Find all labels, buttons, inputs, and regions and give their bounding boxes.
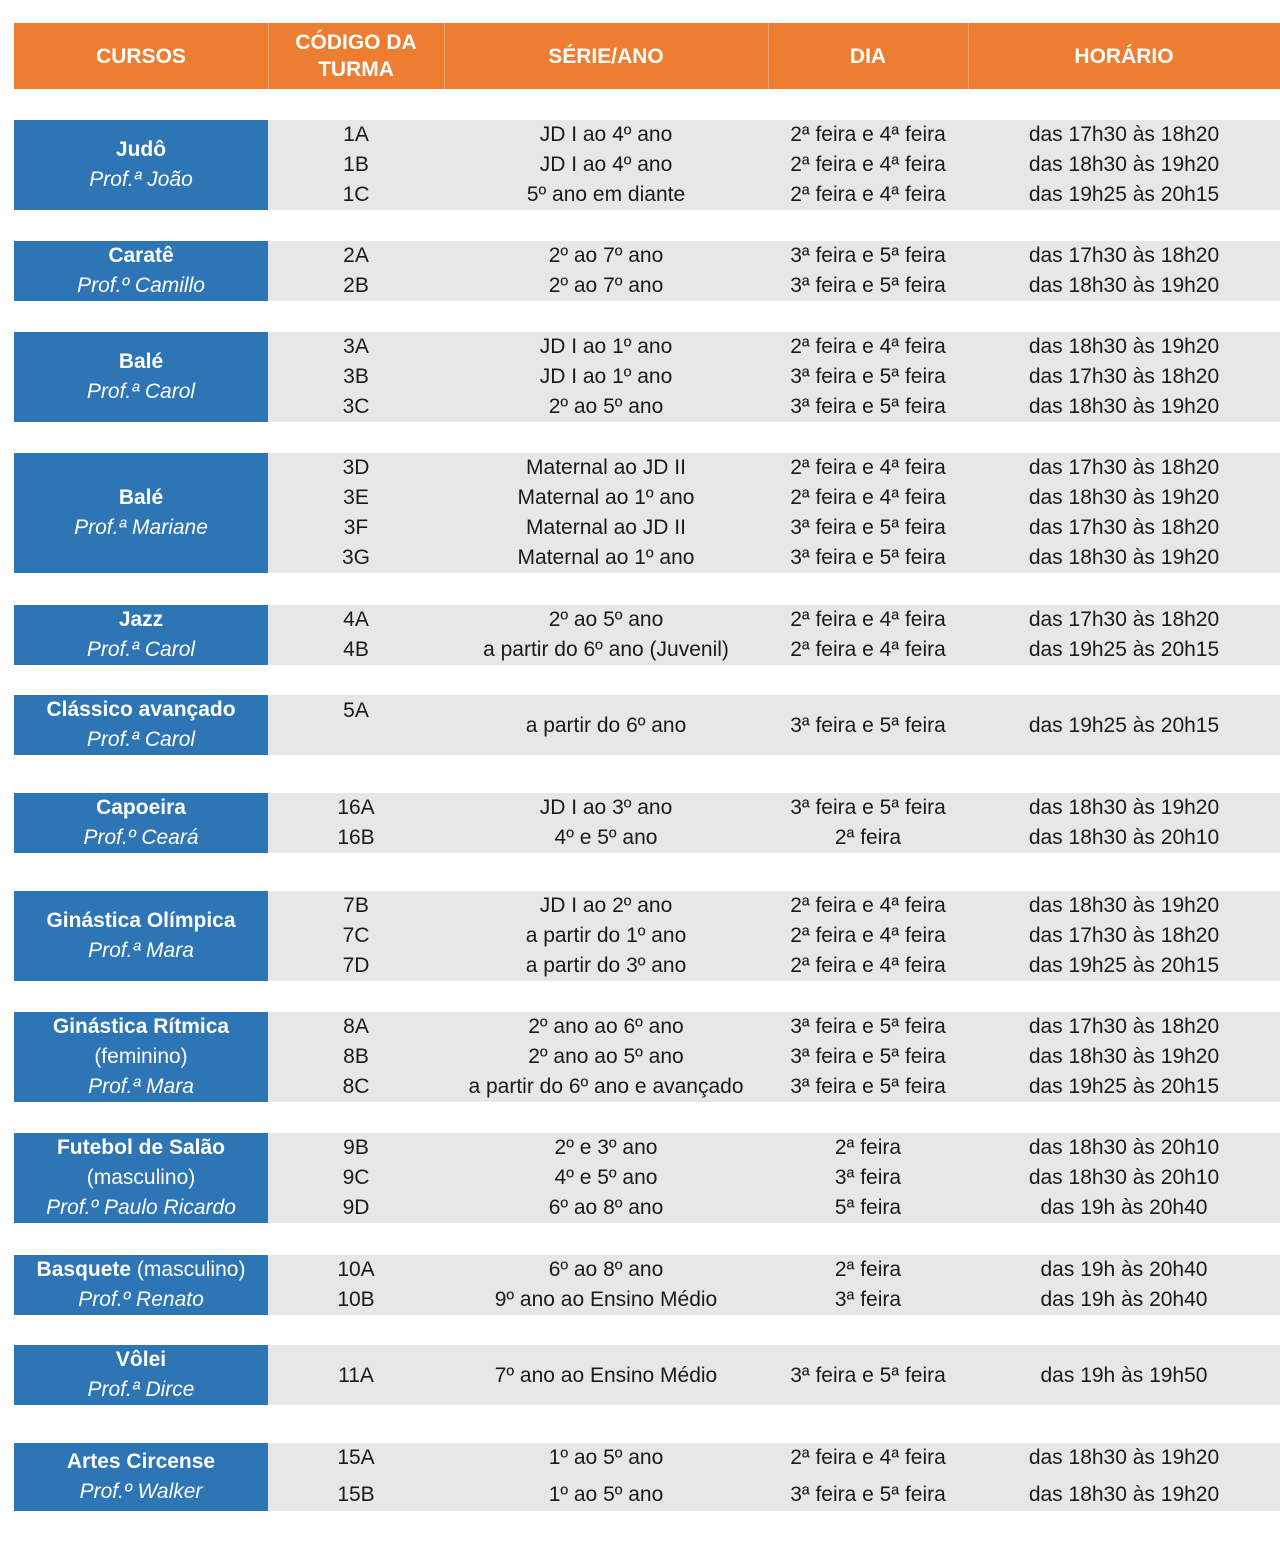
course-group bbox=[14, 793, 1280, 853]
class-code: 15B bbox=[337, 1483, 375, 1506]
table-row bbox=[268, 271, 1280, 301]
grade-range: 6º ao 8º ano bbox=[548, 1258, 664, 1281]
table-row bbox=[268, 120, 1280, 150]
weekdays: 2ª feira bbox=[834, 1258, 902, 1281]
course-cell bbox=[14, 1012, 268, 1102]
weekdays: 5ª feira bbox=[834, 1196, 902, 1219]
table-row bbox=[268, 453, 1280, 483]
header-horario-label: HORÁRIO bbox=[1074, 44, 1174, 68]
course-group bbox=[14, 453, 1280, 573]
table-row bbox=[268, 483, 1280, 513]
course-group bbox=[14, 1133, 1280, 1223]
table-row bbox=[268, 823, 1280, 853]
class-rows bbox=[268, 695, 1280, 755]
course-teacher: Prof.ª João bbox=[89, 168, 193, 191]
class-rows bbox=[268, 1345, 1280, 1405]
course-cell bbox=[14, 332, 268, 422]
course-name: Futebol de Salão bbox=[56, 1136, 226, 1159]
class-rows bbox=[268, 120, 1280, 210]
table-row bbox=[268, 1072, 1280, 1102]
time-slot: das 18h30 às 19h20 bbox=[1028, 796, 1220, 819]
table-row bbox=[268, 793, 1280, 823]
class-code: 5A bbox=[343, 699, 369, 722]
time-slot: das 18h30 às 19h20 bbox=[1028, 1045, 1220, 1068]
class-rows bbox=[268, 1443, 1280, 1511]
grade-range: 4º e 5º ano bbox=[554, 1166, 658, 1189]
class-code: 3F bbox=[343, 516, 369, 539]
class-code: 3E bbox=[343, 486, 369, 509]
table-row bbox=[268, 1042, 1280, 1072]
time-slot: das 18h30 às 20h10 bbox=[1028, 1136, 1220, 1159]
time-slot: das 19h às 20h40 bbox=[1040, 1258, 1208, 1281]
grade-range: JD I ao 2º ano bbox=[539, 894, 673, 917]
grade-range: 2º ao 5º ano bbox=[548, 608, 664, 631]
class-code: 1C bbox=[342, 183, 370, 206]
time-slot: das 18h30 às 19h20 bbox=[1028, 1483, 1220, 1506]
class-code: 16B bbox=[337, 826, 375, 849]
course-name: Capoeira bbox=[96, 796, 186, 819]
time-slot: das 17h30 às 18h20 bbox=[1028, 244, 1220, 267]
grade-range: 9º ano ao Ensino Médio bbox=[494, 1288, 718, 1311]
class-rows bbox=[268, 332, 1280, 422]
weekdays: 3ª feira e 5ª feira bbox=[790, 395, 946, 418]
class-rows bbox=[268, 1133, 1280, 1223]
weekdays: 3ª feira e 5ª feira bbox=[790, 1015, 946, 1038]
time-slot: das 19h25 às 20h15 bbox=[1028, 714, 1220, 737]
course-teacher: Prof.º Ceará bbox=[83, 826, 199, 849]
time-slot: das 18h30 às 20h10 bbox=[1028, 826, 1220, 849]
course-group bbox=[14, 891, 1280, 981]
weekdays: 3ª feira e 5ª feira bbox=[790, 516, 946, 539]
course-cell bbox=[14, 793, 268, 853]
header-dia bbox=[768, 23, 968, 89]
course-teacher: Prof.ª Mara bbox=[88, 939, 194, 962]
course-extra: (feminino) bbox=[94, 1045, 188, 1068]
weekdays: 3ª feira e 5ª feira bbox=[790, 1075, 946, 1098]
grade-range: 2º ano ao 5º ano bbox=[528, 1045, 684, 1068]
weekdays: 2ª feira e 4ª feira bbox=[790, 608, 946, 631]
grade-range: a partir do 1º ano bbox=[525, 924, 687, 947]
table-row bbox=[268, 605, 1280, 635]
grade-range: 5º ano em diante bbox=[526, 183, 686, 206]
course-teacher: Prof.º Paulo Ricardo bbox=[46, 1196, 236, 1219]
course-name: Balé bbox=[118, 350, 164, 373]
class-code: 1B bbox=[343, 153, 369, 176]
class-rows bbox=[268, 793, 1280, 853]
table-row bbox=[268, 921, 1280, 951]
table-row bbox=[268, 1285, 1280, 1315]
time-slot: das 18h30 às 19h20 bbox=[1028, 894, 1220, 917]
course-cell bbox=[14, 891, 268, 981]
time-slot: das 17h30 às 18h20 bbox=[1028, 123, 1220, 146]
weekdays: 2ª feira e 4ª feira bbox=[790, 894, 946, 917]
course-name: Vôlei bbox=[115, 1348, 167, 1371]
class-rows bbox=[268, 1255, 1280, 1315]
table-row bbox=[268, 1133, 1280, 1163]
course-name: Caratê bbox=[108, 244, 174, 267]
class-code: 3G bbox=[341, 546, 370, 569]
class-code: 3C bbox=[342, 395, 370, 418]
time-slot: das 18h30 às 19h20 bbox=[1028, 274, 1220, 297]
time-slot: das 19h25 às 20h15 bbox=[1028, 1075, 1220, 1098]
header-serie bbox=[444, 23, 768, 89]
table-row bbox=[268, 1480, 1280, 1510]
course-teacher: Prof.º Camillo bbox=[77, 274, 205, 297]
grade-range: a partir do 6º ano (Juvenil) bbox=[483, 638, 729, 661]
course-group bbox=[14, 241, 1280, 301]
grade-range: Maternal ao JD II bbox=[526, 456, 686, 479]
grade-range: Maternal ao 1º ano bbox=[517, 486, 695, 509]
class-code: 9B bbox=[343, 1136, 369, 1159]
class-code: 16A bbox=[337, 796, 375, 819]
grade-range: JD I ao 3º ano bbox=[539, 796, 673, 819]
class-code: 8B bbox=[343, 1045, 369, 1068]
course-name: Jazz bbox=[118, 608, 164, 631]
table-row bbox=[268, 392, 1280, 422]
weekdays: 2ª feira e 4ª feira bbox=[790, 924, 946, 947]
table-row bbox=[268, 241, 1280, 271]
time-slot: das 17h30 às 18h20 bbox=[1028, 1015, 1220, 1038]
grade-range: 2º ao 7º ano bbox=[548, 244, 664, 267]
table-row bbox=[268, 513, 1280, 543]
weekdays: 2ª feira e 4ª feira bbox=[790, 335, 946, 358]
time-slot: das 19h25 às 20h15 bbox=[1028, 954, 1220, 977]
weekdays: 3ª feira e 5ª feira bbox=[790, 1483, 946, 1506]
table-row bbox=[268, 332, 1280, 362]
grade-range: 1º ao 5º ano bbox=[548, 1483, 664, 1506]
course-cell bbox=[14, 605, 268, 665]
course-cell bbox=[14, 1255, 268, 1315]
class-code bbox=[268, 711, 444, 741]
class-code: 2A bbox=[343, 244, 369, 267]
table-row bbox=[268, 1163, 1280, 1193]
class-code: 9D bbox=[342, 1196, 370, 1219]
time-slot: das 17h30 às 18h20 bbox=[1028, 456, 1220, 479]
grade-range: Maternal ao 1º ano bbox=[517, 546, 695, 569]
weekdays: 2ª feira e 4ª feira bbox=[790, 153, 946, 176]
course-group bbox=[14, 332, 1280, 422]
course-group bbox=[14, 695, 1280, 755]
class-code: 7C bbox=[342, 924, 370, 947]
grade-range: 4º e 5º ano bbox=[554, 826, 658, 849]
table-row bbox=[268, 1012, 1280, 1042]
class-rows bbox=[268, 605, 1280, 665]
class-code: 2B bbox=[343, 274, 369, 297]
weekdays: 3ª feira e 5ª feira bbox=[790, 244, 946, 267]
header-dia-label: DIA bbox=[849, 44, 887, 68]
class-rows bbox=[268, 1012, 1280, 1102]
header-codigo-line2: TURMA bbox=[318, 58, 394, 81]
time-slot: das 19h às 20h40 bbox=[1040, 1288, 1208, 1311]
course-teacher: Prof.ª Dirce bbox=[87, 1378, 195, 1401]
weekdays: 3ª feira e 5ª feira bbox=[790, 274, 946, 297]
course-cell bbox=[14, 695, 268, 755]
time-slot: das 18h30 às 19h20 bbox=[1028, 335, 1220, 358]
course-cell bbox=[14, 1443, 268, 1511]
weekdays: 2ª feira e 4ª feira bbox=[790, 954, 946, 977]
weekdays: 2ª feira bbox=[834, 826, 902, 849]
grade-range: 2º ao 5º ano bbox=[548, 395, 664, 418]
class-rows bbox=[268, 453, 1280, 573]
class-code: 4A bbox=[343, 608, 369, 631]
course-group bbox=[14, 120, 1280, 210]
table-row bbox=[268, 362, 1280, 392]
course-name: Ginástica Rítmica bbox=[52, 1015, 230, 1038]
course-group bbox=[14, 1012, 1280, 1102]
table-row bbox=[268, 711, 1280, 741]
weekdays: 3ª feira e 5ª feira bbox=[790, 365, 946, 388]
class-rows bbox=[268, 891, 1280, 981]
class-code: 8C bbox=[342, 1075, 370, 1098]
time-slot: das 18h30 às 19h20 bbox=[1028, 153, 1220, 176]
course-teacher: Prof.º Renato bbox=[78, 1288, 204, 1311]
course-name: Ginástica Olímpica bbox=[46, 909, 236, 932]
grade-range: 2º ano ao 6º ano bbox=[528, 1015, 684, 1038]
table-row bbox=[268, 635, 1280, 665]
course-cell bbox=[14, 241, 268, 301]
class-code: 15A bbox=[337, 1446, 375, 1469]
grade-range: JD I ao 4º ano bbox=[539, 153, 673, 176]
weekdays: 2ª feira bbox=[834, 1136, 902, 1159]
weekdays: 2ª feira e 4ª feira bbox=[790, 456, 946, 479]
weekdays: 2ª feira e 4ª feira bbox=[790, 123, 946, 146]
weekdays: 3ª feira e 5ª feira bbox=[790, 546, 946, 569]
grade-range: JD I ao 4º ano bbox=[539, 123, 673, 146]
grade-range: 1º ao 5º ano bbox=[548, 1446, 664, 1469]
grade-range: Maternal ao JD II bbox=[526, 516, 686, 539]
course-group bbox=[14, 1345, 1280, 1405]
class-code: 7D bbox=[342, 954, 370, 977]
time-slot: das 19h25 às 20h15 bbox=[1028, 638, 1220, 661]
table-row bbox=[268, 1361, 1280, 1391]
grade-range: a partir do 6º ano bbox=[525, 714, 687, 737]
weekdays: 3ª feira bbox=[834, 1288, 902, 1311]
course-teacher: Prof.ª Carol bbox=[86, 380, 196, 403]
course-group bbox=[14, 605, 1280, 665]
course-name: Clássico avançado bbox=[46, 698, 236, 721]
grade-range: JD I ao 1º ano bbox=[539, 365, 673, 388]
header-codigo bbox=[268, 23, 444, 89]
course-teacher: Prof.ª Mariane bbox=[74, 516, 208, 539]
time-slot: das 19h25 às 20h15 bbox=[1028, 183, 1220, 206]
course-teacher: Prof.ª Carol bbox=[86, 638, 196, 661]
weekdays: 3ª feira e 5ª feira bbox=[790, 796, 946, 819]
table-header bbox=[14, 23, 1280, 89]
course-cell bbox=[14, 1345, 268, 1405]
weekdays: 3ª feira e 5ª feira bbox=[790, 714, 946, 737]
class-code: 11A bbox=[338, 1364, 374, 1387]
weekdays: 3ª feira bbox=[834, 1166, 902, 1189]
time-slot: das 17h30 às 18h20 bbox=[1028, 516, 1220, 539]
class-code: 3B bbox=[343, 365, 369, 388]
table-row bbox=[268, 180, 1280, 210]
class-code: 10A bbox=[337, 1258, 375, 1281]
time-slot: das 17h30 às 18h20 bbox=[1028, 924, 1220, 947]
table-row bbox=[268, 1255, 1280, 1285]
class-code: 10B bbox=[337, 1288, 375, 1311]
grade-range: 2º ao 7º ano bbox=[548, 274, 664, 297]
course-cell bbox=[14, 120, 268, 210]
course-extra: (masculino) bbox=[86, 1166, 196, 1189]
class-code: 8A bbox=[343, 1015, 369, 1038]
course-teacher: Prof.ª Mara bbox=[88, 1075, 194, 1098]
header-cursos-label: CURSOS bbox=[96, 44, 186, 68]
class-code: 4B bbox=[343, 638, 369, 661]
time-slot: das 18h30 às 19h20 bbox=[1028, 1446, 1220, 1469]
course-cell bbox=[14, 453, 268, 573]
course-group bbox=[14, 1443, 1280, 1511]
course-name-line bbox=[37, 1255, 246, 1285]
header-codigo-line1: CÓDIGO DA bbox=[295, 31, 417, 54]
grade-range: a partir do 3º ano bbox=[525, 954, 687, 977]
table-row bbox=[268, 1443, 1280, 1473]
time-slot: das 17h30 às 18h20 bbox=[1028, 365, 1220, 388]
time-slot: das 18h30 às 20h10 bbox=[1028, 1166, 1220, 1189]
course-name: Balé bbox=[118, 486, 164, 509]
grade-range: 7º ano ao Ensino Médio bbox=[494, 1364, 718, 1387]
grade-range: a partir do 6º ano e avançado bbox=[468, 1075, 744, 1098]
header-cursos bbox=[14, 23, 268, 89]
class-code: 9C bbox=[342, 1166, 370, 1189]
time-slot: das 18h30 às 19h20 bbox=[1028, 486, 1220, 509]
weekdays: 3ª feira e 5ª feira bbox=[790, 1364, 946, 1387]
time-slot: das 17h30 às 18h20 bbox=[1028, 608, 1220, 631]
course-teacher: Prof.º Walker bbox=[79, 1480, 203, 1503]
header-horario bbox=[968, 23, 1280, 89]
grade-range: 2º e 3º ano bbox=[554, 1136, 658, 1159]
time-slot: das 19h às 19h50 bbox=[1040, 1364, 1208, 1387]
time-slot: das 18h30 às 19h20 bbox=[1028, 546, 1220, 569]
time-slot: das 18h30 às 19h20 bbox=[1028, 395, 1220, 418]
course-name: Artes Circense bbox=[66, 1450, 216, 1473]
grade-range: 6º ao 8º ano bbox=[548, 1196, 664, 1219]
time-slot: das 19h às 20h40 bbox=[1040, 1196, 1208, 1219]
table-row bbox=[268, 543, 1280, 573]
header-serie-label: SÉRIE/ANO bbox=[548, 44, 664, 68]
course-extra: (masculino) bbox=[131, 1258, 246, 1281]
class-code: 3D bbox=[342, 456, 370, 479]
table-row bbox=[268, 1193, 1280, 1223]
course-name: Judô bbox=[115, 138, 167, 161]
weekdays: 2ª feira e 4ª feira bbox=[790, 638, 946, 661]
class-code: 7B bbox=[343, 894, 369, 917]
weekdays: 2ª feira e 4ª feira bbox=[790, 486, 946, 509]
class-code: 1A bbox=[343, 123, 369, 146]
class-code: 3A bbox=[343, 335, 369, 358]
table-row bbox=[268, 951, 1280, 981]
table-row bbox=[268, 150, 1280, 180]
table-row bbox=[268, 891, 1280, 921]
course-teacher: Prof.ª Carol bbox=[86, 728, 196, 751]
course-name: Basquete bbox=[36, 1258, 132, 1281]
weekdays: 3ª feira e 5ª feira bbox=[790, 1045, 946, 1068]
course-cell bbox=[14, 1133, 268, 1223]
class-rows bbox=[268, 241, 1280, 301]
course-group bbox=[14, 1255, 1280, 1315]
weekdays: 2ª feira e 4ª feira bbox=[790, 183, 946, 206]
weekdays: 2ª feira e 4ª feira bbox=[790, 1446, 946, 1469]
grade-range: JD I ao 1º ano bbox=[539, 335, 673, 358]
